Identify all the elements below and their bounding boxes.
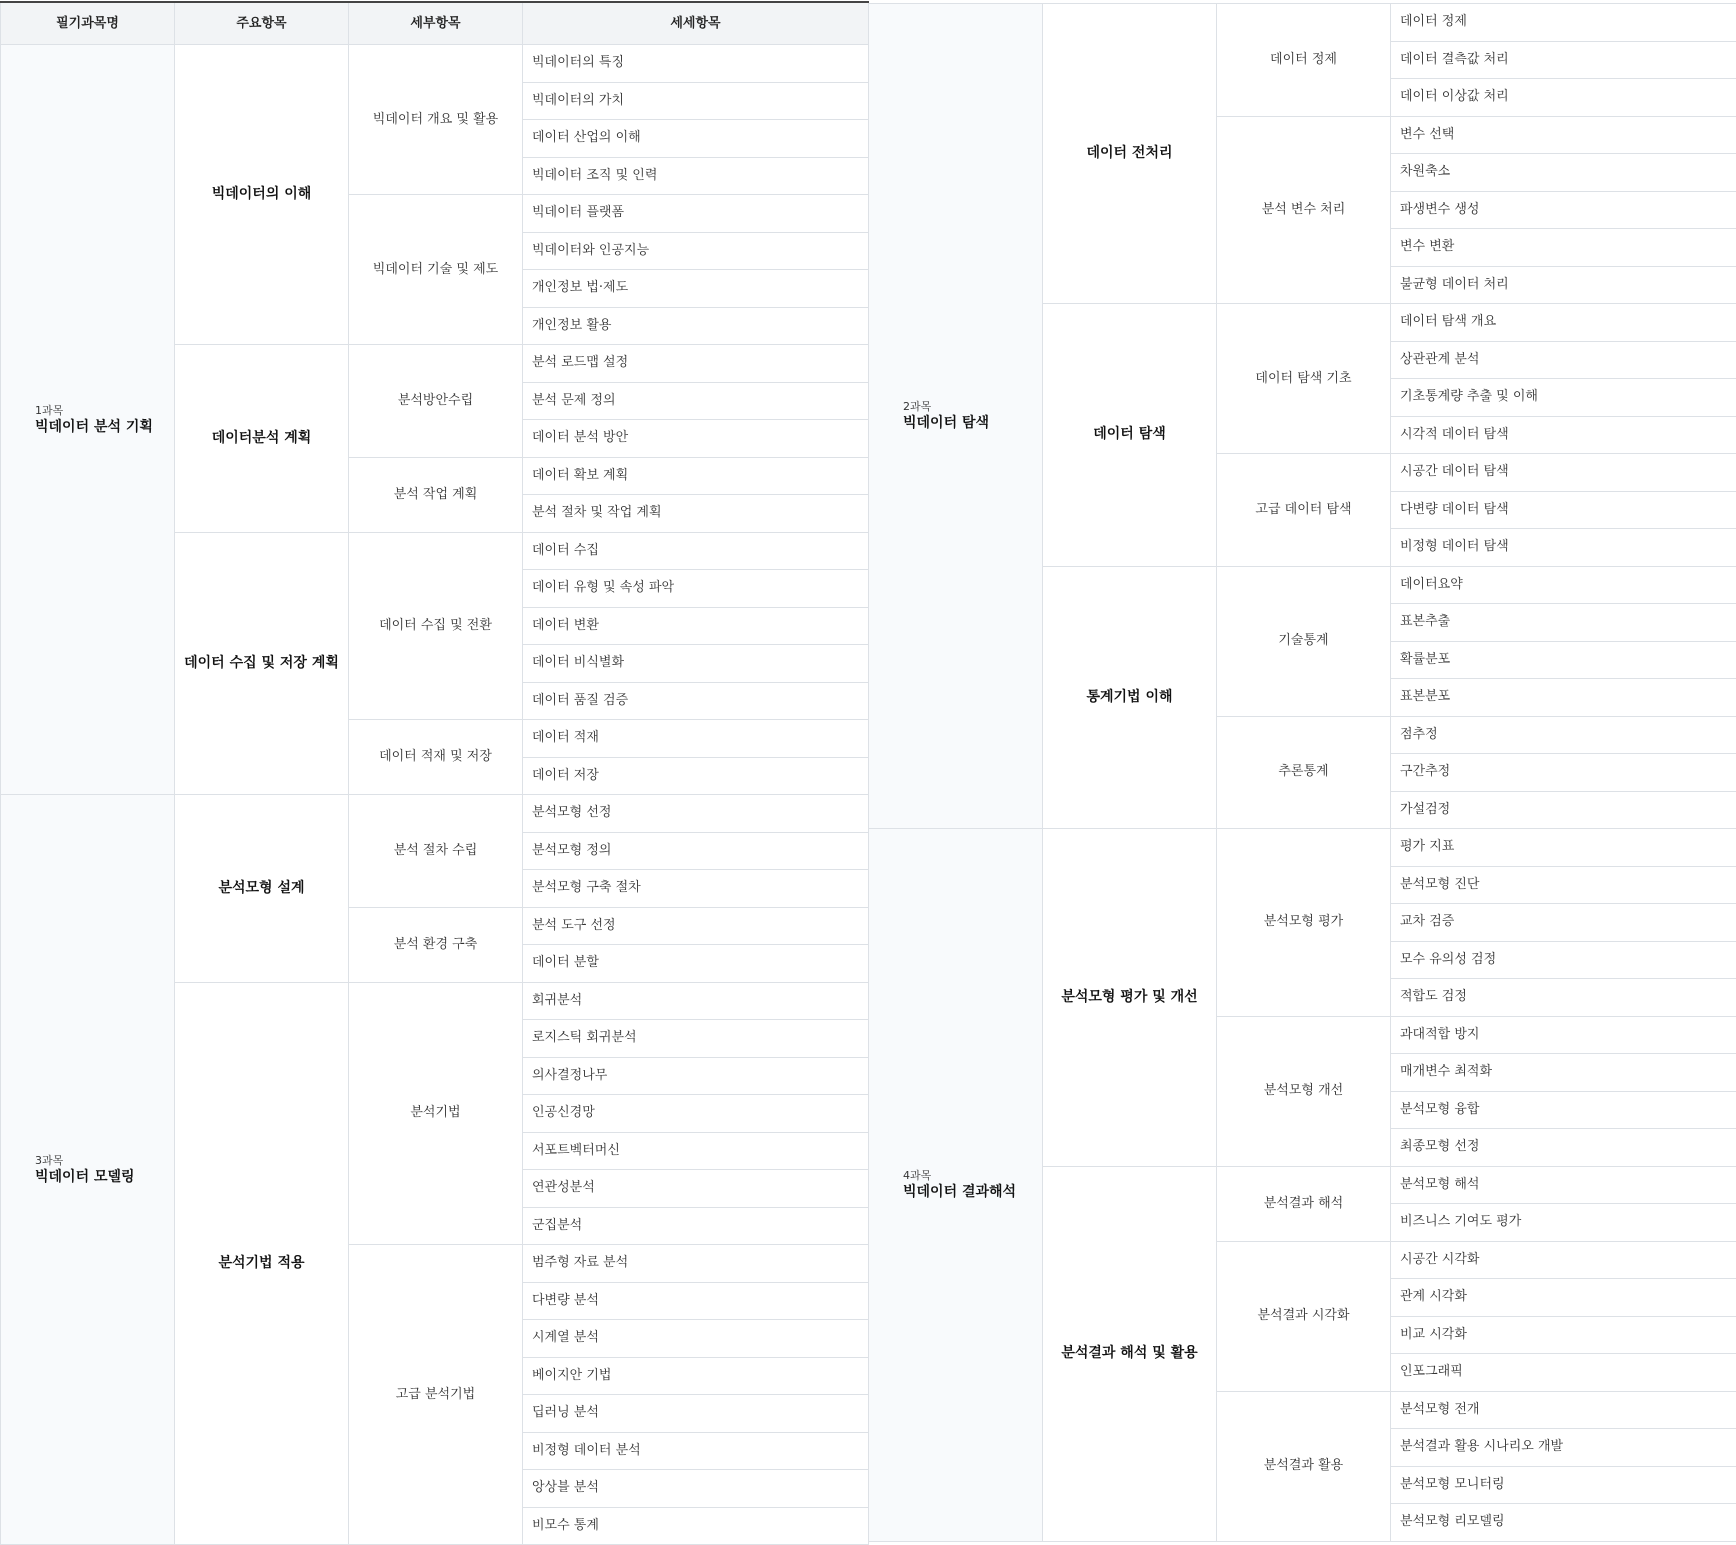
right-table-body xyxy=(869,4,1736,1542)
detail-item-cell: 적합도 검정 xyxy=(1391,979,1736,1017)
detail-item-cell: 분석모형 진단 xyxy=(1391,866,1736,904)
detail-item-cell: 비정형 데이터 분석 xyxy=(523,1432,869,1470)
detail-item-cell: 비즈니스 기여도 평가 xyxy=(1391,1204,1736,1242)
header-subject: 필기과목명 xyxy=(1,2,175,45)
major-item-cell: 데이터 전처리 xyxy=(1043,4,1217,304)
detail-item-cell: 불균형 데이터 처리 xyxy=(1391,266,1736,304)
detail-item-cell: 데이터 이상값 처리 xyxy=(1391,79,1736,117)
sub-item-cell: 분석방안수립 xyxy=(349,345,523,458)
syllabus-table-right xyxy=(868,3,1736,1542)
detail-item-cell: 교차 검증 xyxy=(1391,904,1736,942)
detail-item-cell: 파생변수 생성 xyxy=(1391,191,1736,229)
detail-item-cell: 데이터 적재 xyxy=(523,720,869,758)
subject-number: 1과목 xyxy=(35,404,174,417)
detail-item-cell: 모수 유의성 검정 xyxy=(1391,941,1736,979)
detail-item-cell: 기초통계량 추출 및 이해 xyxy=(1391,379,1736,417)
header-detail: 세세항목 xyxy=(523,2,869,45)
subject-cell xyxy=(869,829,1043,1542)
detail-item-cell: 데이터 품질 검증 xyxy=(523,682,869,720)
detail-item-cell: 분석모형 구축 절차 xyxy=(523,870,869,908)
detail-item-cell: 인포그래픽 xyxy=(1391,1354,1736,1392)
sub-item-cell: 분석 절차 수립 xyxy=(349,795,523,908)
detail-item-cell: 딥러닝 분석 xyxy=(523,1395,869,1433)
subject-name: 빅데이터 결과해석 xyxy=(903,1184,1042,1201)
detail-item-cell: 시공간 시각화 xyxy=(1391,1241,1736,1279)
detail-item-cell: 빅데이터와 인공지능 xyxy=(523,232,869,270)
detail-item-cell: 분석 문제 정의 xyxy=(523,382,869,420)
detail-item-cell: 확률분포 xyxy=(1391,641,1736,679)
detail-item-cell: 변수 선택 xyxy=(1391,116,1736,154)
detail-item-cell: 데이터 분석 방안 xyxy=(523,420,869,458)
header-sub: 세부항목 xyxy=(349,2,523,45)
detail-item-cell: 빅데이터의 가치 xyxy=(523,82,869,120)
sub-item-cell: 분석결과 해석 xyxy=(1217,1166,1391,1241)
detail-item-cell: 다변량 데이터 탐색 xyxy=(1391,491,1736,529)
detail-item-cell: 분석모형 선정 xyxy=(523,795,869,833)
detail-item-cell: 가설검정 xyxy=(1391,791,1736,829)
sub-item-cell: 분석기법 xyxy=(349,982,523,1245)
detail-item-cell: 분석모형 리모델링 xyxy=(1391,1504,1736,1542)
table-row xyxy=(869,829,1736,867)
major-item-cell: 통계기법 이해 xyxy=(1043,566,1217,829)
detail-item-cell: 로지스틱 회귀분석 xyxy=(523,1020,869,1058)
detail-item-cell: 평가 지표 xyxy=(1391,829,1736,867)
detail-item-cell: 표본분포 xyxy=(1391,679,1736,717)
detail-item-cell: 개인정보 활용 xyxy=(523,307,869,345)
detail-item-cell: 변수 변환 xyxy=(1391,229,1736,267)
detail-item-cell: 데이터 변환 xyxy=(523,607,869,645)
subject-name: 빅데이터 모델링 xyxy=(35,1169,174,1186)
sub-item-cell: 분석 환경 구축 xyxy=(349,907,523,982)
detail-item-cell: 데이터 탐색 개요 xyxy=(1391,304,1736,342)
detail-item-cell: 빅데이터 조직 및 인력 xyxy=(523,157,869,195)
detail-item-cell: 분석결과 활용 시나리오 개발 xyxy=(1391,1429,1736,1467)
detail-item-cell: 인공신경망 xyxy=(523,1095,869,1133)
detail-item-cell: 분석 로드맵 설정 xyxy=(523,345,869,383)
table-row xyxy=(869,4,1736,42)
detail-item-cell: 회귀분석 xyxy=(523,982,869,1020)
major-item-cell: 데이터분석 계획 xyxy=(175,345,349,533)
detail-item-cell: 상관관계 분석 xyxy=(1391,341,1736,379)
syllabus-table-left xyxy=(0,1,869,1545)
right-table-panel xyxy=(868,1,1736,1540)
detail-item-cell: 분석 절차 및 작업 계획 xyxy=(523,495,869,533)
sub-item-cell: 분석모형 개선 xyxy=(1217,1016,1391,1166)
detail-item-cell: 분석모형 해석 xyxy=(1391,1166,1736,1204)
subject-cell xyxy=(1,45,175,795)
detail-item-cell: 빅데이터 플랫폼 xyxy=(523,195,869,233)
sub-item-cell: 데이터 수집 및 전환 xyxy=(349,532,523,720)
detail-item-cell: 데이터 분할 xyxy=(523,945,869,983)
detail-item-cell: 데이터 산업의 이해 xyxy=(523,120,869,158)
detail-item-cell: 분석모형 전개 xyxy=(1391,1391,1736,1429)
sub-item-cell: 기술통계 xyxy=(1217,566,1391,716)
sub-item-cell: 빅데이터 기술 및 제도 xyxy=(349,195,523,345)
sub-item-cell: 분석결과 시각화 xyxy=(1217,1241,1391,1391)
table-row xyxy=(1,45,869,83)
major-item-cell: 데이터 탐색 xyxy=(1043,304,1217,567)
sub-item-cell: 분석 작업 계획 xyxy=(349,457,523,532)
detail-item-cell: 연관성분석 xyxy=(523,1170,869,1208)
detail-item-cell: 과대적합 방지 xyxy=(1391,1016,1736,1054)
detail-item-cell: 분석모형 모니터링 xyxy=(1391,1466,1736,1504)
detail-item-cell: 데이터 수집 xyxy=(523,532,869,570)
detail-item-cell: 매개변수 최적화 xyxy=(1391,1054,1736,1092)
detail-item-cell: 개인정보 법·제도 xyxy=(523,270,869,308)
left-table-body xyxy=(1,45,869,1545)
detail-item-cell: 서포트벡터머신 xyxy=(523,1132,869,1170)
table-row xyxy=(1,795,869,833)
header-major: 주요항목 xyxy=(175,2,349,45)
detail-item-cell: 최종모형 선정 xyxy=(1391,1129,1736,1167)
major-item-cell: 분석기법 적용 xyxy=(175,982,349,1545)
sub-item-cell: 데이터 적재 및 저장 xyxy=(349,720,523,795)
detail-item-cell: 비모수 통계 xyxy=(523,1507,869,1545)
detail-item-cell: 데이터 유형 및 속성 파악 xyxy=(523,570,869,608)
detail-item-cell: 분석모형 융합 xyxy=(1391,1091,1736,1129)
major-item-cell: 분석모형 설계 xyxy=(175,795,349,983)
left-table-panel xyxy=(0,1,868,1540)
detail-item-cell: 분석모형 정의 xyxy=(523,832,869,870)
detail-item-cell: 군집분석 xyxy=(523,1207,869,1245)
detail-item-cell: 구간추정 xyxy=(1391,754,1736,792)
detail-item-cell: 데이터 저장 xyxy=(523,757,869,795)
sub-item-cell: 데이터 정제 xyxy=(1217,4,1391,117)
sub-item-cell: 고급 데이터 탐색 xyxy=(1217,454,1391,567)
major-item-cell: 분석결과 해석 및 활용 xyxy=(1043,1166,1217,1541)
major-item-cell: 데이터 수집 및 저장 계획 xyxy=(175,532,349,795)
detail-item-cell: 데이터 비식별화 xyxy=(523,645,869,683)
subject-cell xyxy=(869,4,1043,829)
major-item-cell: 분석모형 평가 및 개선 xyxy=(1043,829,1217,1167)
sub-item-cell: 분석결과 활용 xyxy=(1217,1391,1391,1541)
detail-item-cell: 범주형 자료 분석 xyxy=(523,1245,869,1283)
detail-item-cell: 시계열 분석 xyxy=(523,1320,869,1358)
detail-item-cell: 분석 도구 선정 xyxy=(523,907,869,945)
detail-item-cell: 의사결정나무 xyxy=(523,1057,869,1095)
major-item-cell: 빅데이터의 이해 xyxy=(175,45,349,345)
subject-number: 2과목 xyxy=(903,400,1042,413)
detail-item-cell: 데이터요약 xyxy=(1391,566,1736,604)
detail-item-cell: 데이터 결측값 처리 xyxy=(1391,41,1736,79)
header-row xyxy=(1,2,869,45)
sub-item-cell: 분석 변수 처리 xyxy=(1217,116,1391,304)
detail-item-cell: 베이지안 기법 xyxy=(523,1357,869,1395)
subject-number: 3과목 xyxy=(35,1154,174,1167)
detail-item-cell: 데이터 정제 xyxy=(1391,4,1736,42)
detail-item-cell: 표본추출 xyxy=(1391,604,1736,642)
detail-item-cell: 빅데이터의 특징 xyxy=(523,45,869,83)
sub-item-cell: 분석모형 평가 xyxy=(1217,829,1391,1017)
detail-item-cell: 점추정 xyxy=(1391,716,1736,754)
sub-item-cell: 추론통계 xyxy=(1217,716,1391,829)
sub-item-cell: 고급 분석기법 xyxy=(349,1245,523,1545)
detail-item-cell: 비교 시각화 xyxy=(1391,1316,1736,1354)
subject-name: 빅데이터 탐색 xyxy=(903,415,1042,432)
detail-item-cell: 시공간 데이터 탐색 xyxy=(1391,454,1736,492)
detail-item-cell: 관계 시각화 xyxy=(1391,1279,1736,1317)
detail-item-cell: 차원축소 xyxy=(1391,154,1736,192)
detail-item-cell: 앙상블 분석 xyxy=(523,1470,869,1508)
subject-name: 빅데이터 분석 기획 xyxy=(35,419,174,436)
subject-cell xyxy=(1,795,175,1545)
detail-item-cell: 다변량 분석 xyxy=(523,1282,869,1320)
detail-item-cell: 데이터 확보 계획 xyxy=(523,457,869,495)
subject-number: 4과목 xyxy=(903,1169,1042,1182)
detail-item-cell: 시각적 데이터 탐색 xyxy=(1391,416,1736,454)
detail-item-cell: 비정형 데이터 탐색 xyxy=(1391,529,1736,567)
sub-item-cell: 데이터 탐색 기초 xyxy=(1217,304,1391,454)
sub-item-cell: 빅데이터 개요 및 활용 xyxy=(349,45,523,195)
